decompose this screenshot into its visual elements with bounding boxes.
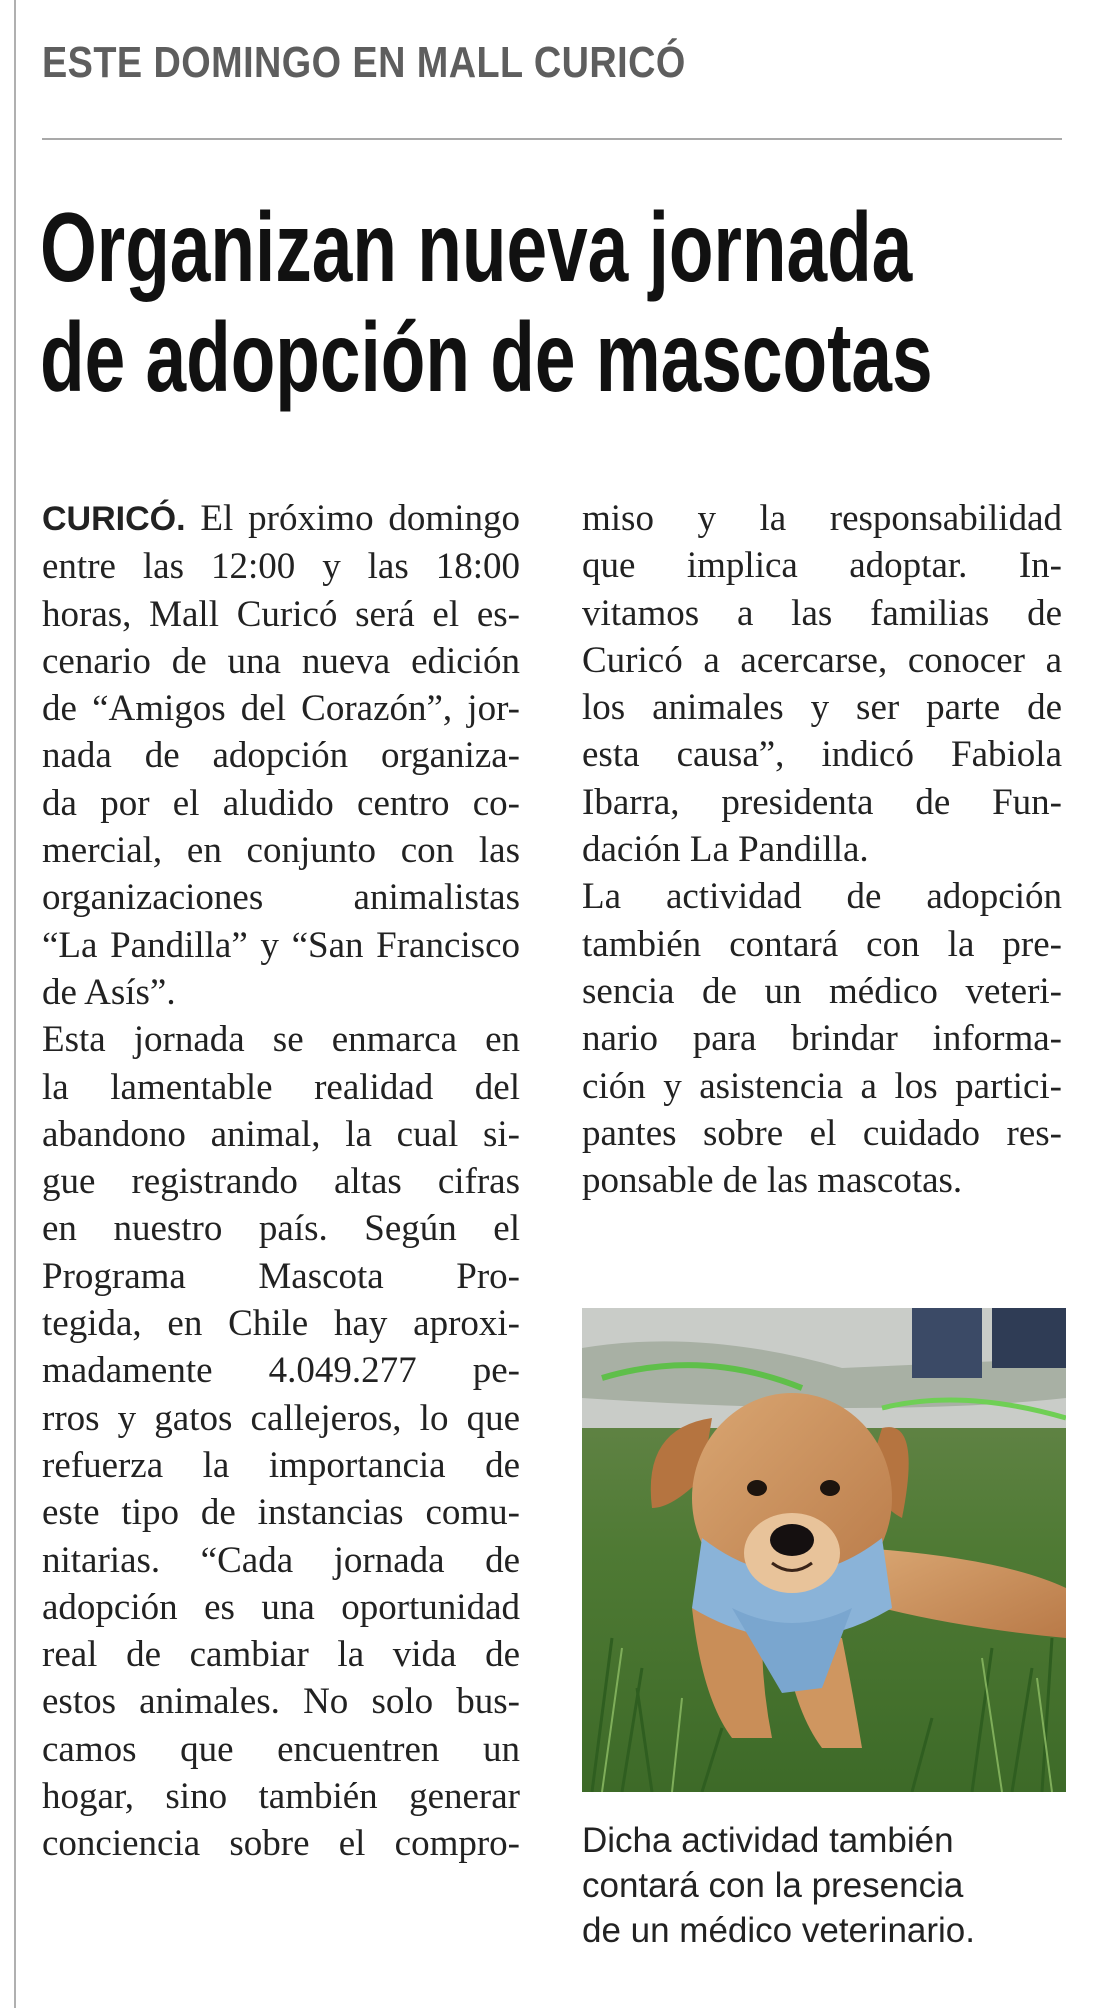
kicker-divider: [42, 138, 1062, 140]
article-line: dación La Pandilla.: [582, 829, 869, 871]
article-line: gue registrando altas cifras: [42, 1161, 520, 1203]
article-line: en nuestro país. Según el: [42, 1208, 520, 1250]
paragraph-4: [582, 873, 1062, 1204]
article-line: este tipo de instancias comu-: [42, 1492, 520, 1534]
article-line: madamente 4.049.277 pe-: [42, 1350, 520, 1392]
article-line: rros y gatos callejeros, lo que: [42, 1397, 520, 1439]
paragraph-1: [42, 495, 520, 1016]
article-line: nario para brindar informa-: [582, 1018, 1062, 1060]
article-line: nada de adopción organiza-: [42, 735, 520, 777]
article-line: Curicó a acercarse, conocer a: [582, 639, 1062, 681]
article-line: miso y la responsabilidad: [582, 498, 1062, 539]
article-line: real de cambiar la vida de: [42, 1634, 520, 1676]
headline-line-1: Organizan nueva jornada: [40, 192, 913, 302]
article-line: los animales y ser parte de: [582, 687, 1062, 729]
article-line: ción y asistencia a los partici-: [582, 1065, 1062, 1107]
article-line: Programa Mascota Pro-: [42, 1255, 520, 1297]
article-line: conciencia sobre el compro-: [42, 1823, 520, 1865]
headline-line-2: de adopción de mascotas: [40, 302, 933, 412]
article-line: también contará con la pre-: [582, 923, 1062, 965]
article-line: hogar, sino también generar: [42, 1776, 520, 1818]
article-line: esta causa”, indicó Fabiola: [582, 734, 1062, 776]
article-line: camos que encuentren un: [42, 1728, 520, 1770]
article-line: horas, Mall Curicó será el es-: [42, 593, 520, 635]
article-line: la lamentable realidad del: [42, 1066, 520, 1108]
article-line: refuerza la importancia de: [42, 1444, 520, 1486]
article-line: pantes sobre el cuidado res-: [582, 1112, 1062, 1154]
caption-line-1: Dicha actividad también: [582, 1821, 954, 1860]
article-line: sencia de un médico veteri-: [582, 970, 1062, 1012]
article-line: Esta jornada se enmarca en: [42, 1019, 520, 1061]
article-line: de “Amigos del Corazón”, jor-: [42, 688, 520, 730]
section-kicker: ESTE DOMINGO EN MALL CURICÓ: [42, 38, 686, 87]
article-line: Ibarra, presidenta de Fun-: [582, 781, 1062, 823]
page-left-border: [14, 0, 16, 2008]
article-line: vitamos a las familias de: [582, 592, 1062, 634]
article-line: CURICÓ. El próximo domingo: [42, 498, 520, 539]
article-line: tegida, en Chile hay aproxi-: [42, 1303, 520, 1345]
puppy-photo: [582, 1308, 1066, 1792]
caption-line-2: contará con la presencia: [582, 1866, 964, 1905]
article-line: “La Pandilla” y “San Francisco: [42, 924, 520, 966]
article-line: nitarias. “Cada jornada de: [42, 1539, 520, 1581]
article-line: cenario de una nueva edición: [42, 640, 520, 682]
article-line: estos animales. No solo bus-: [42, 1681, 520, 1723]
article-line: La actividad de adopción: [582, 876, 1062, 918]
article-line: organizaciones animalistas: [42, 877, 520, 919]
dateline: CURICÓ.: [42, 500, 186, 538]
article-line: abandono animal, la cual si-: [42, 1113, 520, 1155]
article-column-left: [42, 495, 520, 1868]
paragraph-3: [582, 495, 1062, 873]
article-line: de Asís”.: [42, 971, 176, 1013]
photo-caption: [582, 1818, 1072, 1953]
article-line: entre las 12:00 y las 18:00: [42, 546, 520, 588]
article-column-right: [582, 495, 1062, 1204]
article-line: ponsable de las mascotas.: [582, 1160, 963, 1202]
headline: [40, 192, 933, 412]
paragraph-2: [42, 1016, 520, 1867]
article-line: da por el aludido centro co-: [42, 782, 520, 824]
article-line: adopción es una oportunidad: [42, 1586, 520, 1628]
caption-line-3: de un médico veterinario.: [582, 1911, 975, 1950]
article-line: mercial, en conjunto con las: [42, 830, 520, 872]
article-line: que implica adoptar. In-: [582, 545, 1062, 587]
